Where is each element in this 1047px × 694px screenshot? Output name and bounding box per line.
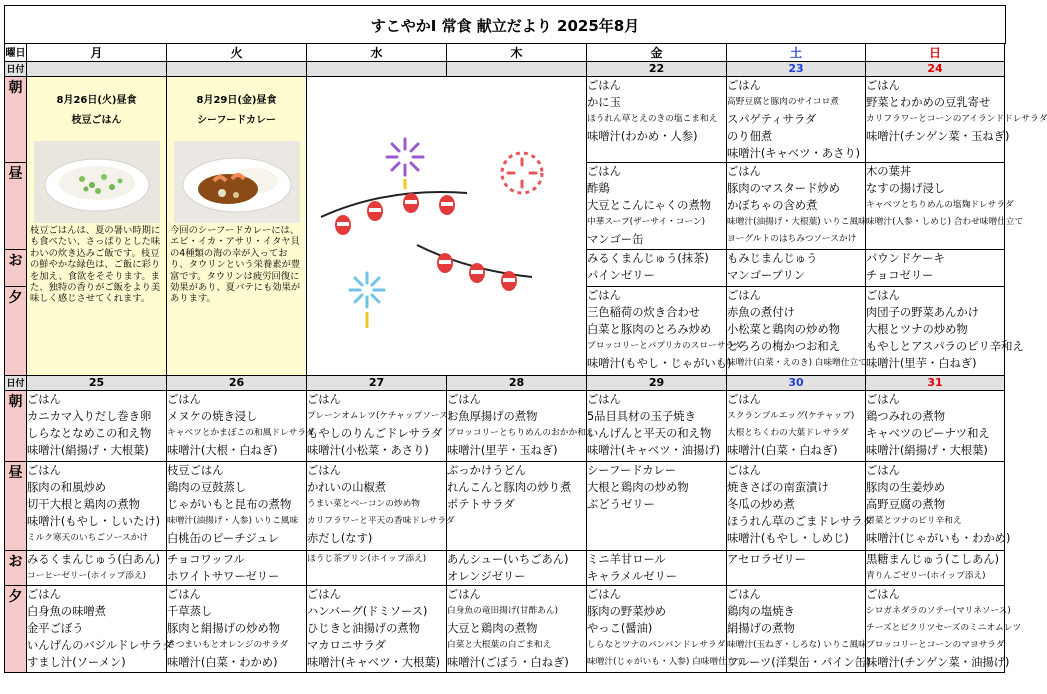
menu-item: カニカマ入りだし巻き卵 xyxy=(27,410,152,423)
menu-item: パウンドケーキ xyxy=(866,252,945,265)
w2-sat-breakfast xyxy=(727,391,866,462)
week2-date-thu: 28 xyxy=(447,376,587,391)
menu-item: 冬瓜の炒め煮 xyxy=(727,498,795,511)
menu-item: 酢鶏 xyxy=(587,182,610,195)
page-title: すこやかⅠ 常食 献立だより 2025年8月 xyxy=(4,5,1006,44)
menu-item: かに玉 xyxy=(587,96,621,109)
weekday-thu: 木 xyxy=(447,44,587,62)
week2-date-sat: 30 xyxy=(727,376,866,391)
menu-item: 枝豆ごはん xyxy=(167,464,224,477)
menu-item: 味噌汁(大根・白ねぎ) xyxy=(167,444,278,457)
w2-wed-breakfast xyxy=(307,391,452,462)
menu-item: ほうじ茶プリン(ホイップ添え) xyxy=(307,554,427,564)
lantern xyxy=(437,253,453,273)
menu-item: 味噌汁(絹揚げ・大根葉) xyxy=(27,444,149,457)
menu-item: シロガネダラのソテー(マリネソース) xyxy=(866,606,1011,616)
w2-wed-snack xyxy=(307,551,447,586)
menu-item: ごはん xyxy=(447,393,481,406)
week2-date-mon: 25 xyxy=(27,376,167,391)
menu-item: ごはん xyxy=(727,165,761,178)
menu-item: フルーツ(洋梨缶・パイン缶) xyxy=(727,656,871,669)
menu-item: かれいの山椒煮 xyxy=(307,481,387,494)
menu-item: ぶどうゼリー xyxy=(587,498,655,511)
special-description: 枝豆ごはんは、夏の暑い時期にも食べたい、さっぱりとした味わいの炊き込みご飯です。枝豆の鮮やかな緑色は、ご飯に彩りを加え、食欲をそそります。また、独特の香りがご飯をより美味しく感じさせてくれます。 xyxy=(30,225,161,305)
menu-item: チョコワッフル xyxy=(167,553,245,566)
menu-item: 味噌汁(もやし・しいたけ) xyxy=(27,515,161,528)
menu-item: 中華スープ(ザーサイ・コーン) xyxy=(587,217,706,227)
w2-sat-lunch xyxy=(727,462,874,551)
menu-item: すまし汁(ソーメン) xyxy=(27,656,126,669)
menu-item: ひじきと油揚げの煮物 xyxy=(307,622,420,635)
decoration-fireworks xyxy=(307,77,587,376)
week2-snack-row xyxy=(5,551,1005,586)
menu-item: キャラメルゼリー xyxy=(587,570,678,583)
week1-date-sun: 24 xyxy=(866,62,1005,77)
weekday-tue: 火 xyxy=(167,44,307,62)
w2-sat-snack xyxy=(727,551,866,586)
menu-item: 白菜とツナのピリ辛和え xyxy=(866,516,962,526)
meal-label-dinner: 夕 xyxy=(5,287,27,376)
week2-dinner-row xyxy=(5,586,1005,673)
menu-item: ごはん xyxy=(866,393,900,406)
menu-item: ごはん xyxy=(727,393,761,406)
w2-wed-lunch xyxy=(307,462,455,551)
menu-item: 味噌汁(玉ねぎ・しろな) いりこ風味 xyxy=(727,640,867,650)
week1-date-sat: 23 xyxy=(727,62,866,77)
menu-item: ごはん xyxy=(307,588,341,601)
menu-item: ごはん xyxy=(307,464,341,477)
week1-date-row xyxy=(5,62,1005,77)
w2-fri-snack xyxy=(587,551,727,586)
weekday-corner: 曜日 xyxy=(5,44,27,62)
menu-item: キャベツのピーナツ和え xyxy=(866,427,990,440)
menu-item: ブロッコリーとコーンのマヨサラダ xyxy=(866,640,1005,650)
w1-sat-snack xyxy=(727,250,866,287)
menu-item: 鶏肉の豆鼓蒸し xyxy=(167,481,247,494)
menu-item: スパゲティサラダ xyxy=(727,113,817,126)
menu-item: メヌケの焼き浸し xyxy=(167,410,258,423)
lantern xyxy=(335,215,351,235)
menu-item: 青りんごゼリー(ホイップ添え) xyxy=(866,571,986,581)
menu-item: 金平ごぼう xyxy=(27,622,84,635)
menu-item: みるくまんじゅう(白あん) xyxy=(27,553,161,566)
meal-label-dinner: 夕 xyxy=(5,586,27,673)
firework-blue xyxy=(350,273,384,328)
menu-item: ぶっかけうどん xyxy=(447,464,527,477)
weekday-sat: 土 xyxy=(727,44,866,62)
lantern xyxy=(439,195,455,215)
menu-item: 大豆とこんにゃくの煮物 xyxy=(587,199,712,212)
w1-sun-breakfast xyxy=(866,77,1047,163)
meal-label-lunch: 昼 xyxy=(5,163,27,250)
weekday-mon: 月 xyxy=(27,44,167,62)
menu-item: ごはん xyxy=(167,393,201,406)
w2-mon-breakfast xyxy=(27,391,167,462)
menu-item: ごはん xyxy=(27,464,61,477)
menu-item: かぼちゃの含め煮 xyxy=(727,199,818,212)
menu-item: 豚肉と絹揚げの炒め物 xyxy=(167,622,280,635)
meal-label-lunch: 昼 xyxy=(5,462,27,551)
menu-item: ホワイトサワーゼリー xyxy=(167,570,280,583)
week2-date-tue: 26 xyxy=(167,376,307,391)
date-label: 日付 xyxy=(5,62,27,77)
menu-item: 白身魚の竜田揚げ(甘酢あん) xyxy=(447,606,559,616)
w2-wed-dinner xyxy=(307,586,447,673)
week2-date-sun: 31 xyxy=(866,376,1005,391)
week1-date-mon xyxy=(27,62,167,77)
w2-sun-snack xyxy=(866,551,1005,586)
menu-item: マンゴー缶 xyxy=(587,233,644,246)
menu-item: ほうれん草とえのきの塩こま和え xyxy=(587,114,718,124)
menu-item: 大根と鶏肉の炒め物 xyxy=(587,481,689,494)
menu-item: じゃがいもと昆布の煮物 xyxy=(167,498,292,511)
meal-label-breakfast: 朝 xyxy=(5,391,27,462)
menu-item: 味噌汁(里芋・白ねぎ) xyxy=(866,357,977,370)
menu-item: あんシュー(いちごあん) xyxy=(447,553,569,566)
menu-item: やっこ(醤油) xyxy=(587,622,653,635)
w2-fri-dinner xyxy=(587,586,745,673)
menu-item: 白菜と豚肉のとろみ炒め xyxy=(587,323,712,336)
menu-item: カリフラワーとコーンのアイランドドレサラダ xyxy=(866,114,1047,124)
menu-item: 味噌汁(ごぼう・白ねぎ) xyxy=(447,656,569,669)
lantern xyxy=(367,201,383,221)
menu-item: 大根とツナの炒め物 xyxy=(866,323,968,336)
w2-thu-snack xyxy=(447,551,587,586)
w2-sun-breakfast xyxy=(866,391,1005,462)
menu-item: 味噌汁(小松菜・あさり) xyxy=(307,444,429,457)
menu-item: ごはん xyxy=(307,393,341,406)
menu-item: 白菜と大根葉の白ごま和え xyxy=(447,640,552,650)
menu-item: なすの揚げ浸し xyxy=(866,182,946,195)
menu-item: キャベツとちりめんの塩麹ドレサラダ xyxy=(866,200,1014,210)
menu-item: ミルク寒天のいちごソースかけ xyxy=(27,533,149,543)
menu-item: さつまいもとオレンジのサラダ xyxy=(167,640,289,650)
menu-item: 豚肉の和風炒め xyxy=(27,481,107,494)
menu-item: ごはん xyxy=(587,393,621,406)
menu-item: 高野豆腐の煮物 xyxy=(866,498,946,511)
menu-item: ごはん xyxy=(866,588,900,601)
menu-item: みるくまんじゅう(抹茶) xyxy=(587,252,709,265)
w2-fri-breakfast xyxy=(587,391,727,462)
firework-purple xyxy=(387,139,423,189)
w2-thu-breakfast xyxy=(447,391,595,462)
menu-item: 味噌汁(キャベツ・大根葉) xyxy=(307,656,441,669)
menu-item: 味噌汁(里芋・玉ねぎ) xyxy=(447,444,558,457)
menu-item: ごはん xyxy=(587,289,621,302)
menu-item: 小松菜と鶏肉の炒め物 xyxy=(727,323,840,336)
meal-label-snack: お xyxy=(5,250,27,287)
menu-item: スクランブルエッグ(ケチャップ) xyxy=(727,411,855,421)
special-tue xyxy=(167,77,307,376)
menu-item: 豚肉の野菜炒め xyxy=(587,605,667,618)
menu-item: ごはん xyxy=(27,393,61,406)
w1-sat-lunch xyxy=(727,163,866,250)
weekday-header-row xyxy=(5,44,1005,62)
w1-sun-lunch xyxy=(866,163,1024,250)
w2-sun-dinner xyxy=(866,586,1022,673)
menu-item: ごはん xyxy=(587,79,621,92)
fireworks-lanterns-illustration xyxy=(317,105,587,365)
menu-item: パインゼリー xyxy=(587,269,655,282)
menu-item: 味噌汁(チンゲン菜・玉ねぎ) xyxy=(866,130,1010,143)
menu-item: カリフラワーと平天の香味ドレサラダ xyxy=(307,516,455,526)
menu-item: 豚肉のマスタード炒め xyxy=(727,182,840,195)
menu-item: いんげんと平天の和え物 xyxy=(587,427,712,440)
menu-item: コーヒーゼリー(ホイップ添え) xyxy=(27,571,147,581)
menu-item: 味噌汁(じゃがいも・人参) 白味噌仕立て xyxy=(587,657,745,667)
menu-item: チーズとピクリツセーズのミニオムレツ xyxy=(866,623,1022,633)
week1-date-tue xyxy=(167,62,307,77)
w1-fri-dinner xyxy=(587,287,743,376)
menu-item: シーフードカレー xyxy=(587,464,677,477)
menu-item: れんこんと豚肉の炒り煮 xyxy=(447,481,572,494)
menu-item: とろろの梅かつお和え xyxy=(727,340,840,353)
week2-lunch-row xyxy=(5,462,1005,551)
date-label: 日付 xyxy=(5,376,27,391)
w2-mon-lunch xyxy=(27,462,167,551)
menu-item: ごはん xyxy=(587,588,621,601)
menu-item: プレーンオムレツ(ケチャップソース) xyxy=(307,411,452,421)
menu-item: もみじまんじゅう xyxy=(727,252,818,265)
menu-item: マカロニサラダ xyxy=(307,639,386,652)
w2-tue-breakfast xyxy=(167,391,315,462)
menu-item: ごはん xyxy=(727,464,761,477)
menu-item: 赤魚の煮付け xyxy=(727,306,795,319)
menu-item: ごはん xyxy=(727,289,761,302)
menu-item: 味噌汁(絹揚げ・大根葉) xyxy=(866,444,988,457)
w2-thu-dinner xyxy=(447,586,587,673)
menu-item: 味噌汁(もやし・しめじ) xyxy=(727,532,849,545)
menu-item: 大豆と鶏肉の煮物 xyxy=(447,622,538,635)
w1-sun-dinner xyxy=(866,287,1024,376)
menu-item: 三色稲荷の炊き合わせ xyxy=(587,306,700,319)
menu-item: ごはん xyxy=(447,588,481,601)
week2-date-wed: 27 xyxy=(307,376,447,391)
menu-item: オレンジゼリー xyxy=(447,570,526,583)
menu-item: 高野豆腐と豚肉のサイコロ煮 xyxy=(727,97,839,107)
weekday-wed: 水 xyxy=(307,44,447,62)
menu-item: チョコゼリー xyxy=(866,269,934,282)
menu-item: 大根とちくわの大葉ドレサラダ xyxy=(727,428,849,438)
w2-tue-snack xyxy=(167,551,307,586)
menu-item: 味噌汁(白菜・わかめ) xyxy=(167,656,278,669)
menu-item: 味噌汁(キャベツ・あさり) xyxy=(727,147,861,160)
menu-item: のり佃煮 xyxy=(727,130,773,143)
lantern xyxy=(403,193,419,213)
menu-item: ヨーグルトのはちみつソースかけ xyxy=(727,234,857,244)
menu-item: 肉団子の野菜あんかけ xyxy=(866,306,979,319)
menu-item: 豚肉の生姜炒め xyxy=(866,481,946,494)
weekday-sun: 日 xyxy=(866,44,1005,62)
menu-table xyxy=(4,43,1047,673)
menu-item: しらなとツナのバンバンドレサラダ xyxy=(587,640,726,650)
menu-item: もやしのりんごドレサラダ xyxy=(307,427,443,440)
menu-item: お魚厚揚げの煮物 xyxy=(447,410,538,423)
menu-item: 木の葉丼 xyxy=(866,165,912,178)
menu-item: ブロッコリーとちりめんのおかか和え xyxy=(447,428,595,438)
menu-item: 5品目具材の玉子焼き xyxy=(587,410,696,423)
w2-mon-snack xyxy=(27,551,167,586)
w2-thu-lunch xyxy=(447,462,587,551)
menu-item: アセロラゼリー xyxy=(727,553,806,566)
w2-mon-dinner xyxy=(27,586,174,673)
special-name: 枝豆ごはん xyxy=(71,115,122,126)
menu-item: ごはん xyxy=(167,588,201,601)
special-description: 今回のシーフードカレーには、エビ・イカ・アサリ・イタヤ貝の4種類の海の幸が入っており、タウリンという栄養素が豊富です。タウリンは疲労回復に効果があり、夏バテにも効果があります。 xyxy=(170,225,301,305)
week1-date-thu xyxy=(447,62,587,77)
menu-item: しらなとなめこの和え物 xyxy=(27,427,152,440)
menu-item: 味噌汁(油揚げ・大根葉) いりこ風味 xyxy=(727,217,867,227)
menu-item: 味噌汁(もやし・じゃがいも) xyxy=(587,357,732,370)
menu-item: ごはん xyxy=(727,79,761,92)
menu-item: ごはん xyxy=(866,289,900,302)
w1-sun-snack xyxy=(866,250,1005,287)
menu-item: うまい菜とベーコンの炒め物 xyxy=(307,499,420,509)
w1-sat-breakfast xyxy=(727,77,866,163)
menu-item: 絹揚げの煮物 xyxy=(727,622,795,635)
special-date: 8月26日(火)昼食 xyxy=(56,95,137,106)
week1-breakfast-row xyxy=(5,77,1005,163)
special-date: 8月29日(金)昼食 xyxy=(196,95,277,106)
menu-item: キャベツとかまぼこの和風ドレサラダ xyxy=(167,428,315,438)
menu-item: 味噌汁(白菜・えのき) 白味噌仕立て xyxy=(727,358,867,368)
menu-item: 黒糖まんじゅう(こしあん) xyxy=(866,553,1000,566)
w1-fri-breakfast xyxy=(587,77,727,163)
special-name: シーフードカレー xyxy=(197,115,276,126)
menu-item: ごはん xyxy=(866,79,900,92)
meal-label-breakfast: 朝 xyxy=(5,77,27,163)
week2-date-row xyxy=(5,376,1005,391)
menu-item: 野菜とわかめの豆乳寄せ xyxy=(866,96,991,109)
menu-item: ポテトサラダ xyxy=(447,498,515,511)
w1-fri-snack xyxy=(587,250,727,287)
menu-item: 味噌汁(人参・しめじ) 合わせ味噌仕立て xyxy=(866,217,1024,227)
weekday-fri: 金 xyxy=(587,44,727,62)
special-mon xyxy=(27,77,167,376)
week1-date-wed xyxy=(307,62,447,77)
lantern xyxy=(469,263,485,283)
w2-sat-dinner xyxy=(727,586,871,673)
menu-item: もやしとアスパラのピリ辛和え xyxy=(866,340,1024,353)
menu-item: ミニ羊甘ロール xyxy=(587,553,666,566)
week2-date-fri: 29 xyxy=(587,376,727,391)
firework-red xyxy=(502,153,542,193)
menu-item: ほうれん草のごまドレサラダ xyxy=(727,515,874,528)
menu-item: 白身魚の味噌煮 xyxy=(27,605,107,618)
menu-item: 味噌汁(白菜・白ねぎ) xyxy=(727,444,838,457)
menu-item: 味噌汁(じゃがいも・わかめ) xyxy=(866,532,1011,545)
w2-tue-dinner xyxy=(167,586,307,673)
menu-item: 鶏つみれの煮物 xyxy=(866,410,946,423)
menu-item: ごはん xyxy=(587,165,621,178)
menu-item: 千草蒸し xyxy=(167,605,213,618)
menu-item: 焼きさばの南蛮漬け xyxy=(727,481,829,494)
week2-breakfast-row xyxy=(5,391,1005,462)
menu-item: ごはん xyxy=(727,588,761,601)
menu-item: いんげんのバジルドレサラダ xyxy=(27,639,174,652)
w2-tue-lunch xyxy=(167,462,307,551)
menu-item: 鶏肉の塩焼き xyxy=(727,605,795,618)
menu-item: 赤だし(なす) xyxy=(307,532,373,545)
menu-item: 味噌汁(キャベツ・油揚げ) xyxy=(587,444,721,457)
menu-item: ごはん xyxy=(27,588,61,601)
w1-sat-dinner xyxy=(727,287,866,376)
menu-item: 切干大根と鶏肉の煮物 xyxy=(27,498,140,511)
menu-item: ごはん xyxy=(866,464,900,477)
menu-item: 味噌汁(油揚げ・人参) いりこ風味 xyxy=(167,516,299,526)
edamame-rice-photo xyxy=(34,141,160,223)
lantern xyxy=(501,271,517,291)
menu-item: マンゴープリン xyxy=(727,269,806,282)
seafood-curry-photo xyxy=(174,141,300,223)
menu-item: 白桃缶のピーチジュレ xyxy=(167,532,280,545)
menu-item: ハンバーグ(ドミソース) xyxy=(307,605,428,618)
w2-fri-lunch xyxy=(587,462,727,551)
menu-item: 味噌汁(チンゲン菜・油揚げ) xyxy=(866,656,1010,669)
w2-sun-lunch xyxy=(866,462,1011,551)
week1-date-fri: 22 xyxy=(587,62,727,77)
menu-item: 味噌汁(わかめ・人参) xyxy=(587,130,698,143)
menu-item: ブロッコリーとパプリカのスローサラダ xyxy=(587,341,743,351)
meal-label-snack: お xyxy=(5,551,27,586)
w1-fri-lunch xyxy=(587,163,727,250)
